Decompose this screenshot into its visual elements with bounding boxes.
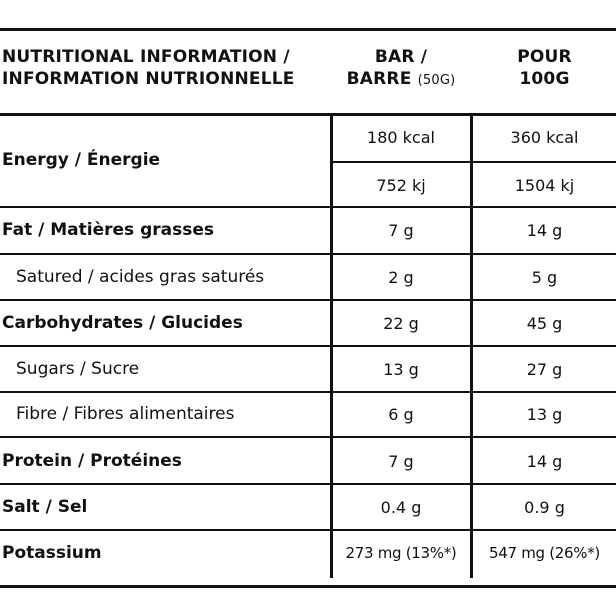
energy-kcal-100g: 360 kcal — [510, 128, 579, 147]
header-label-line1: NUTRITIONAL INFORMATION / — [2, 47, 290, 67]
top-rule — [0, 28, 616, 31]
sugars-bar: 13 g — [383, 360, 419, 379]
header-label-column — [2, 46, 295, 90]
row-divider — [0, 436, 616, 438]
header-label-line2: INFORMATION NUTRIONNELLE — [2, 69, 295, 89]
row-divider — [0, 253, 616, 255]
row-divider — [0, 345, 616, 347]
energy-inner-divider — [330, 161, 616, 163]
row-label-saturated: Satured / acides gras saturés — [16, 267, 265, 287]
salt-bar: 0.4 g — [380, 498, 422, 517]
sugars-100g: 27 g — [526, 360, 563, 379]
saturated-100g: 5 g — [531, 268, 558, 287]
fat-100g: 14 g — [526, 221, 563, 240]
row-divider — [0, 391, 616, 393]
header-bar-line1: BAR / — [374, 47, 428, 67]
carbohydrates-bar: 22 g — [383, 314, 419, 333]
fat-bar: 7 g — [388, 221, 414, 240]
protein-bar: 7 g — [388, 452, 414, 471]
fibre-100g: 13 g — [526, 405, 563, 424]
row-divider — [0, 483, 616, 485]
fibre-bar: 6 g — [388, 405, 414, 424]
row-divider — [0, 206, 616, 208]
header-bar-line2: BARRE — [346, 69, 412, 89]
salt-100g: 0.9 g — [524, 498, 565, 517]
header-bottom-rule — [0, 113, 616, 116]
row-label-fibre: Fibre / Fibres alimentaires — [16, 404, 235, 424]
header-bar-column — [332, 46, 470, 92]
saturated-bar: 2 g — [388, 268, 414, 287]
potassium-100g: 547 mg (26%*) — [489, 544, 600, 562]
header-per100-line1: POUR — [517, 47, 572, 67]
row-label-potassium: Potassium — [2, 543, 102, 563]
energy-kcal-bar: 180 kcal — [367, 128, 435, 147]
header-per100-column — [473, 46, 616, 90]
row-label-fat: Fat / Matières grasses — [2, 220, 214, 240]
row-divider — [0, 299, 616, 301]
bottom-rule — [0, 585, 616, 588]
row-label-protein: Protein / Protéines — [2, 451, 182, 471]
header-bar-unit: (50G) — [417, 73, 456, 88]
header-per100-line2: 100G — [519, 69, 570, 89]
energy-kj-bar: 752 kj — [376, 176, 426, 195]
row-label-carbohydrates: Carbohydrates / Glucides — [2, 313, 243, 333]
protein-100g: 14 g — [526, 452, 563, 471]
energy-kj-100g: 1504 kj — [514, 176, 575, 195]
row-label-energy: Energy / Énergie — [2, 150, 161, 170]
row-divider — [0, 529, 616, 531]
potassium-bar: 273 mg (13%*) — [345, 544, 457, 562]
row-label-sugars: Sugars / Sucre — [16, 359, 140, 379]
carbohydrates-100g: 45 g — [526, 314, 563, 333]
row-label-salt: Salt / Sel — [2, 497, 88, 517]
